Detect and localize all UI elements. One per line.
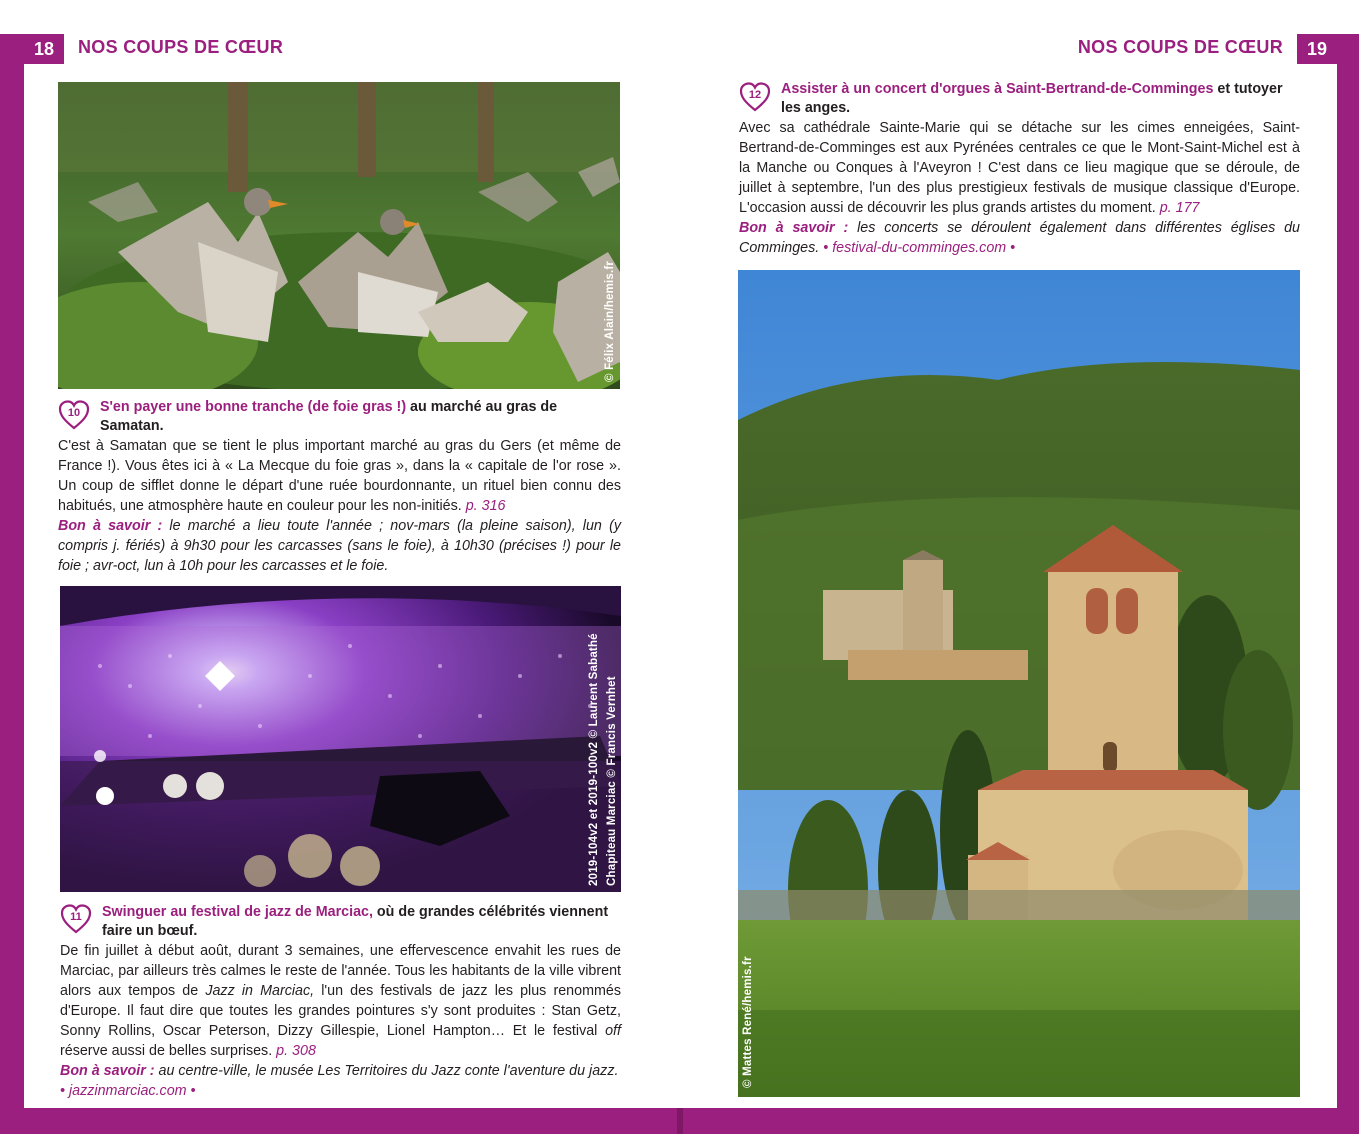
page-reference-link[interactable]: p. 316 <box>465 498 506 514</box>
page-reference-link[interactable]: p. 308 <box>276 1043 316 1059</box>
entry-title: Swinguer au festival de jazz de Marciac, où de grandes célébrités viennent faire un bœuf. <box>102 904 609 939</box>
entry-number: 11 <box>70 911 82 923</box>
entry-marciac <box>60 903 621 1101</box>
book-spine <box>677 1108 683 1134</box>
entry-saint-bertrand <box>739 80 1300 258</box>
page-number-left: 18 <box>24 34 64 64</box>
running-header-left: NOS COUPS DE CŒUR <box>78 37 284 57</box>
entry-title: S'en payer une bonne tranche (de foie gras !) au marché au gras de Samatan. <box>100 399 558 434</box>
good-to-know: Bon à savoir : les concerts se déroulent également dans différentes églises du Comminges. • festival-du-comminges.com • <box>739 220 1300 256</box>
photo-credit-concert-2: Chapiteau Marciac © Francis Vernhet <box>606 676 618 886</box>
entry-body: C'est à Samatan que se tient le plus important marché au gras du Gers (et même de France !). Vous êtes ici à « La Mecque du foie gras », dans la « capitale de l'or rose ». Un coup de sifflet donne le départ d'une ruée bourdonnante, un rituel bien connu des habitués, une atmosphère haute en couleur pour les non-initiés. p. 316 <box>58 438 621 514</box>
website-link[interactable]: • festival-du-comminges.com • <box>823 240 1016 256</box>
entry-number: 12 <box>748 89 762 101</box>
geese-photo <box>58 82 620 389</box>
entry-body: Avec sa cathédrale Sainte-Marie qui se détache sur les cimes enneigées, Saint-Bertrand-de-Comminges est aux Pyrénées centrales ce que le Mont-Saint-Michel est à la Manche ou Conques à l'Aveyron ! C'est dans ce lieu magique que se déroule, de juillet à septembre, l'un des plus prestigieux festivals de musique classique d'Europe. L'occasion aussi de découvrir les plus grands artistes du moment. p. 177 <box>739 120 1300 216</box>
photo-credit-geese: © Félix Alain/hemis.fr <box>604 260 616 382</box>
running-header-right: NOS COUPS DE CŒUR <box>1077 37 1283 57</box>
photo-credit-basilica: © Mattes René/hemis.fr <box>742 956 754 1088</box>
website-link[interactable]: • jazzinmarciac.com • <box>60 1083 196 1099</box>
entry-body: De fin juillet à début août, durant 3 semaines, une effervescence envahit les rues de Marciac, par ailleurs très calmes le reste de l'année. Tous les habitants de la ville vibrent alors aux tempos de Jazz in Marciac, l'un des festivals de jazz les plus renommés d'Europe. Il faut dire que toutes les grandes pointures s'y sont produites : Stan Getz, Sonny Rollins, Oscar Peterson, Dizzy Gillespie, Lionel Hampton… Et le festival off réserve aussi de belles surprises. p. 308 <box>60 943 621 1059</box>
page-border-right <box>1337 34 1359 1134</box>
page-border-left <box>0 34 24 1134</box>
photo-credit-concert-1: 2019-104v2 et 2019-100v2 © Laurent Sabathé <box>588 633 600 886</box>
entry-title: Assister à un concert d'orgues à Saint-Bertrand-de-Comminges et tutoyer les anges. <box>781 81 1283 116</box>
basilica-photo <box>738 270 1300 1097</box>
entry-number: 10 <box>67 407 81 419</box>
entry-samatan <box>58 398 621 576</box>
good-to-know: Bon à savoir : le marché a lieu toute l'année ; nov-mars (la pleine saison), lun (y compris j. fériés) à 9h30 pour les carcasses (sans le foie), à 10h30 (précises !) pour le foie ; avr-oct, lun à 10h pour les carcasses et le foie. <box>58 518 621 574</box>
page-reference-link[interactable]: p. 177 <box>1159 200 1200 216</box>
concert-crowd-photo <box>60 586 621 892</box>
page-number-right: 19 <box>1297 34 1337 64</box>
good-to-know: Bon à savoir : au centre-ville, le musée Les Territoires du Jazz conte l'aventure du jazz. • jazzinmarciac.com • <box>60 1063 619 1099</box>
